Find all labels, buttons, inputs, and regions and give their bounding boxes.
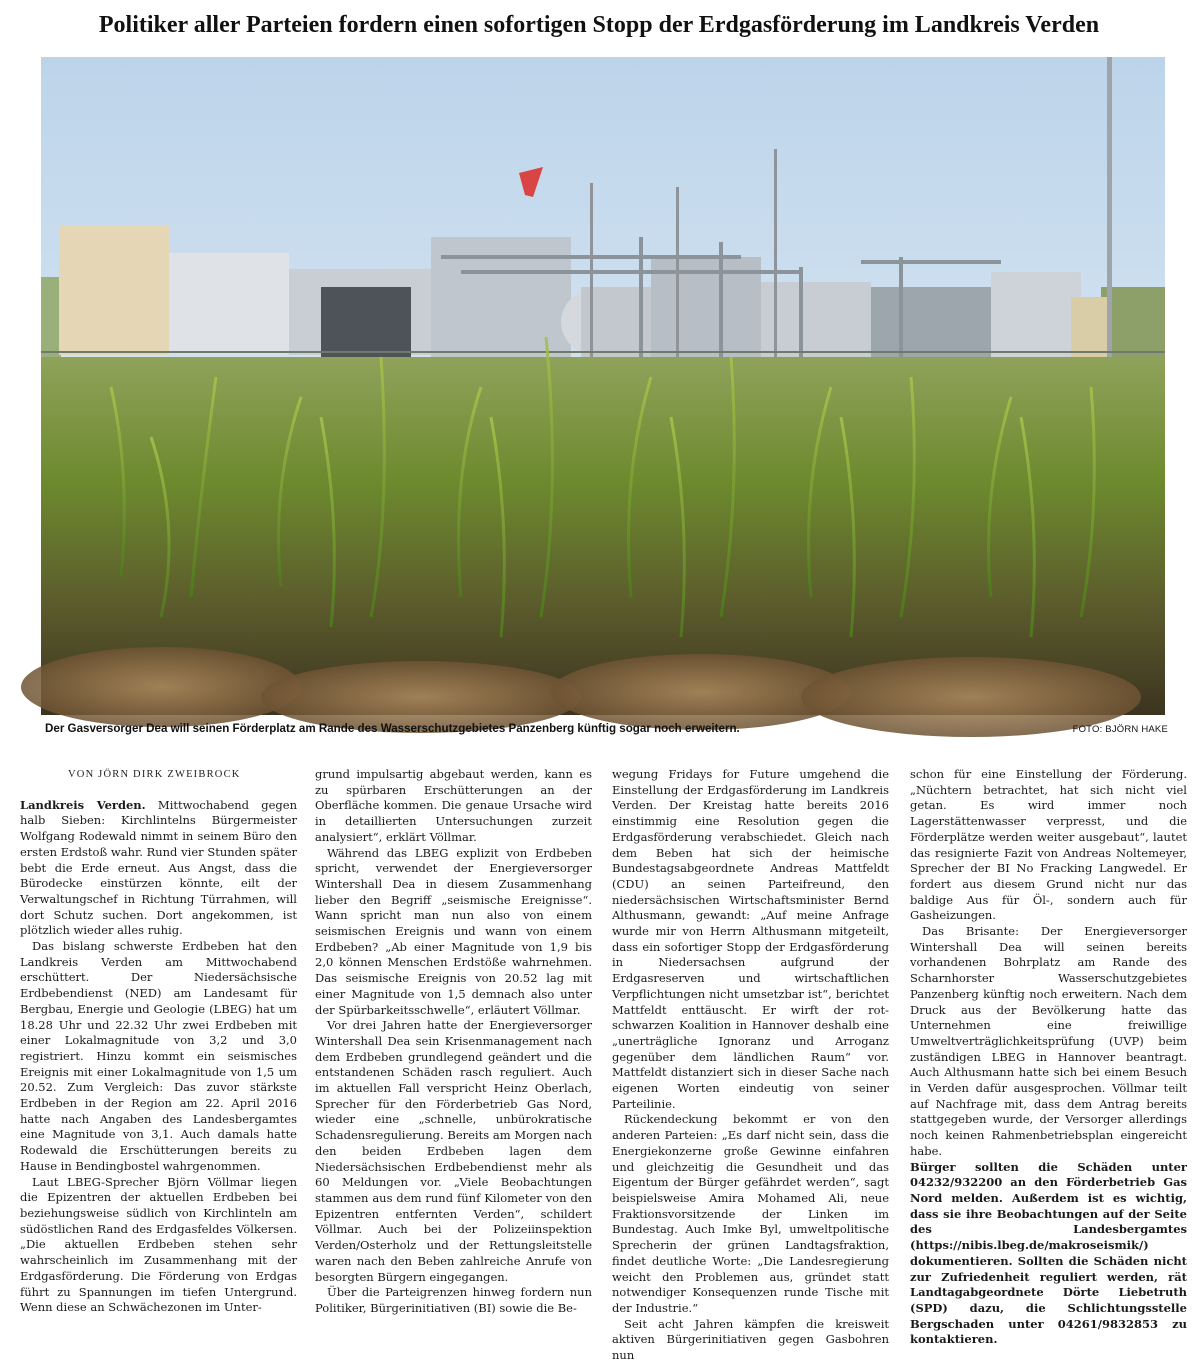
article-column-4 — [910, 767, 1187, 1348]
paragraph: Seit acht Jahren kämpfen die kreisweit aktiven Bürgerinitiativen gegen Gasbohren nun — [612, 1316, 889, 1363]
article-photo — [41, 57, 1165, 715]
photo-caption: Der Gasversorger Dea will seinen Förderplatz am Rande des Wasserschutzgebietes Panzenberg künftig sogar noch erweitern. — [45, 722, 740, 735]
paragraph: Rückendeckung bekommt er von den anderen Parteien: „Es darf nicht sein, dass die Energiekonzerne große Gewinne einfahren und gleichzeitig die Gesundheit und das Eigentum der Bürger gefährdet werden“, sagt beispielsweise Amira Mohamed Ali, neue Fraktionsvorsitzende der Linken im Bundestag. Auch Imke Byl, umweltpolitische Sprecherin der grünen Landtagsfraktion, findet deutliche Worte: „Die Landesregierung weicht den Problemen aus, gründet statt notwendiger Konsequenzen runde Tische mit der Industrie.“ — [612, 1112, 889, 1315]
paragraph: grund impulsartig abgebaut werden, kann es zu spürbaren Erschütterungen an der Oberfläche kommen. Die genaue Ursache wird in detaillierten Untersuchungen zurzeit analysiert“, erklärt Völlmar. — [315, 767, 592, 844]
byline: VON JÖRN DIRK ZWEIBROCK — [68, 769, 241, 780]
paragraph: Vor drei Jahren hatte der Energieversorger Wintershall Dea sein Krisenmanagement nach dem Erdbeben grundlegend geändert und die entstandenen Schäden rasch reguliert. Auch im aktuellen Fall verspricht Heinz Oberlach, Sprecher für den Förderbetrieb Gas Nord, wieder eine „schnelle, unbürokratische Schadensregulierung. Bereits am Morgen nach den beiden Erdbeben lagen dem Niedersächsischen Erdbebendienst mehr als 60 Meldungen vor. „Viele Beobachtungen stammen aus dem rund fünf Kilometer von den Epizentren entfernten Verden“, schildert Völlmar. Auch bei der Polizeiinspektion Verden/Osterholz und der Rettungsleitstelle waren nach den Beben zahlreiche Anrufe von besorgten Bürgern eingegangen. — [315, 1018, 592, 1284]
paragraph: schon für eine Einstellung der Förderung. „Nüchtern betrachtet, hat sich nicht viel getan. Es wird immer noch Lagerstättenwasser verpresst, und die Förderplätze werden weiter ausgebaut“, lautet das resignierte Fazit von Andreas Noltemeyer, Sprecher der BI No Fracking Langwedel. Er fordert aus diesem Grund nicht nur das baldige Aus für Öl-, sondern auch für Gasheizungen. — [910, 767, 1187, 923]
paragraph: Während das LBEG explizit von Erdbeben spricht, verwendet der Energieversorger Wintershall Dea in diesem Zusammenhang lieber den Begriff „seismische Ereignisse“. Wann spricht man nun also von einem seismischen Ereignis und wann von einem Erdbeben? „Ab einer Magnitude von 1,9 bis 2,0 können Menschen Erdstöße wahrnehmen. Das seismische Ereignis von 20.52 lag mit einer Magnitude von 1,5 demnach also unter der Spürbarkeitsschwelle“, erläutert Völlmar. — [315, 845, 592, 1017]
paragraph — [20, 798, 297, 939]
paragraph: wegung Fridays for Future umgehend die Einstellung der Erdgasförderung im Landkreis Verden. Der Kreistag hatte bereits 2016 einstimmig eine Resolution gegen die Erdgasförderung verabschiedet. Gleich nach dem Beben hat sich der heimische Bundestagsabgeordnete Andreas Mattfeldt (CDU) an seinen Parteifreund, den niedersächsischen Wirtschaftsminister Bernd Althusmann, gewandt: „Auf meine Anfrage wurde mir von Herrn Althusmann mitgeteilt, dass ein sofortiger Stopp der Erdgasförderung in Niedersachsen aufgrund der Erdgasreserven und wirtschaftlichen Verpflichtungen nicht umsetzbar ist“, berichtet Mattfeldt enttäuscht. Er wirft der rot-schwarzen Koalition in Hannover deshalb eine „unerträgliche Ignoranz und Arroganz gegenüber dem ländlichen Raum“ vor. Mattfeldt distanziert sich in dieser Sache nach eigenen Worten eindeutig von seiner Parteilinie. — [612, 767, 889, 1111]
photo-credit: FOTO: BJÖRN HAKE — [1072, 724, 1168, 735]
article-column-3 — [612, 767, 889, 1364]
paragraph: Das bislang schwerste Erdbeben hat den Landkreis Verden am Mittwochabend erschüttert. Der Niedersächsische Erdbebendienst (NED) am Landesamt für Bergbau, Energie und Geologie (LBEG) hat um 18.28 Uhr und 22.32 Uhr zwei Erdbeben mit einer Lokalmagnitude von 3,2 und 3,0 registriert. Hinzu kommt ein seismisches Ereignis mit einer Lokalmagnitude von 1,5 um 20.52. Zum Vergleich: Das zuvor stärkste Erdbeben in der Region am 22. April 2016 hatte nach Angaben des Landesbergamtes eine Magnitude von 3,1. Auch damals hatte Rodewald die Erschütterungen bereits zu Hause in Bendingbostel wahrgenommen. — [20, 939, 297, 1173]
info-note: Bürger sollten die Schäden unter 04232/932200 an den Förderbetrieb Gas Nord melden. Außerdem ist es wichtig, dass sie ihre Beobachtungen auf der Seite des Landesbergamtes (https://nibis.lbeg.de/makroseismik/) dokumentieren. Sollten die Schäden nicht zur Zufriedenheit reguliert werden, rät Landtagabgeordnete Dörte Liebetruth (SPD) dazu, die Schlichtungsstelle Bergschaden unter 04261/9832853 zu kontaktieren. — [910, 1159, 1187, 1347]
headline: Politiker aller Parteien fordern einen sofortigen Stopp der Erdgasförderung im Landkreis Verden — [98, 12, 1100, 38]
paragraph-text: Mittwochabend gegen halb Sieben: Kirchlintelns Bürgermeister Wolfgang Rodewald nimmt in seinem Büro den ersten Erdstoß wahr. Rund vier Stunden später bebt die Erde erneut. Aus Angst, dass die Bürodecke einstürzen könnte, eilt der Verwaltungschef in Richtung Türrahmen, will dort Schutz suchen. Dort angekommen, ist plötzlich wieder alles ruhig. — [20, 797, 297, 938]
article-column-1 — [20, 767, 297, 1316]
article-column-2 — [315, 767, 592, 1317]
dateline: Landkreis Verden. — [20, 797, 146, 812]
paragraph: Über die Parteigrenzen hinweg fordern nun Politiker, Bürgerinitiativen (BI) sowie die Be- — [315, 1285, 592, 1315]
paragraph: Das Brisante: Der Energieversorger Wintershall Dea will seinen bereits vorhandenen Bohrplatz am Rande des Scharnhorster Wasserschutzgebietes Panzenberg künftig noch erweitern. Nach dem Druck aus der Bevölkerung hatte das Unternehmen eine freiwillige Umweltverträglichkeitsprüfung (UVP) beim zuständigen LBEG in Hannover beantragt. Auch Althusmann hatte sich bei einem Besuch in Verden dafür ausgesprochen. Völlmar teilt auf Nachfrage mit, dass dem Antrag bereits stattgegeben wurde, der Versorger allerdings noch keinen Rahmenbetriebsplan eingereicht habe. — [910, 924, 1187, 1158]
paragraph: Laut LBEG-Sprecher Björn Völlmar liegen die Epizentren der aktuellen Erdbeben bei beziehungsweise südlich von Kirchlinteln am südöstlichen Rand des Erdgasfeldes Völkersen. „Die aktuellen Erdbeben stehen sehr wahrscheinlich im Zusammenhang mit der Erdgasförderung. Die Förderung von Erdgas führt zu Spannungen im tiefen Untergrund. Wenn diese an Schwächezonen im Unter- — [20, 1174, 297, 1315]
